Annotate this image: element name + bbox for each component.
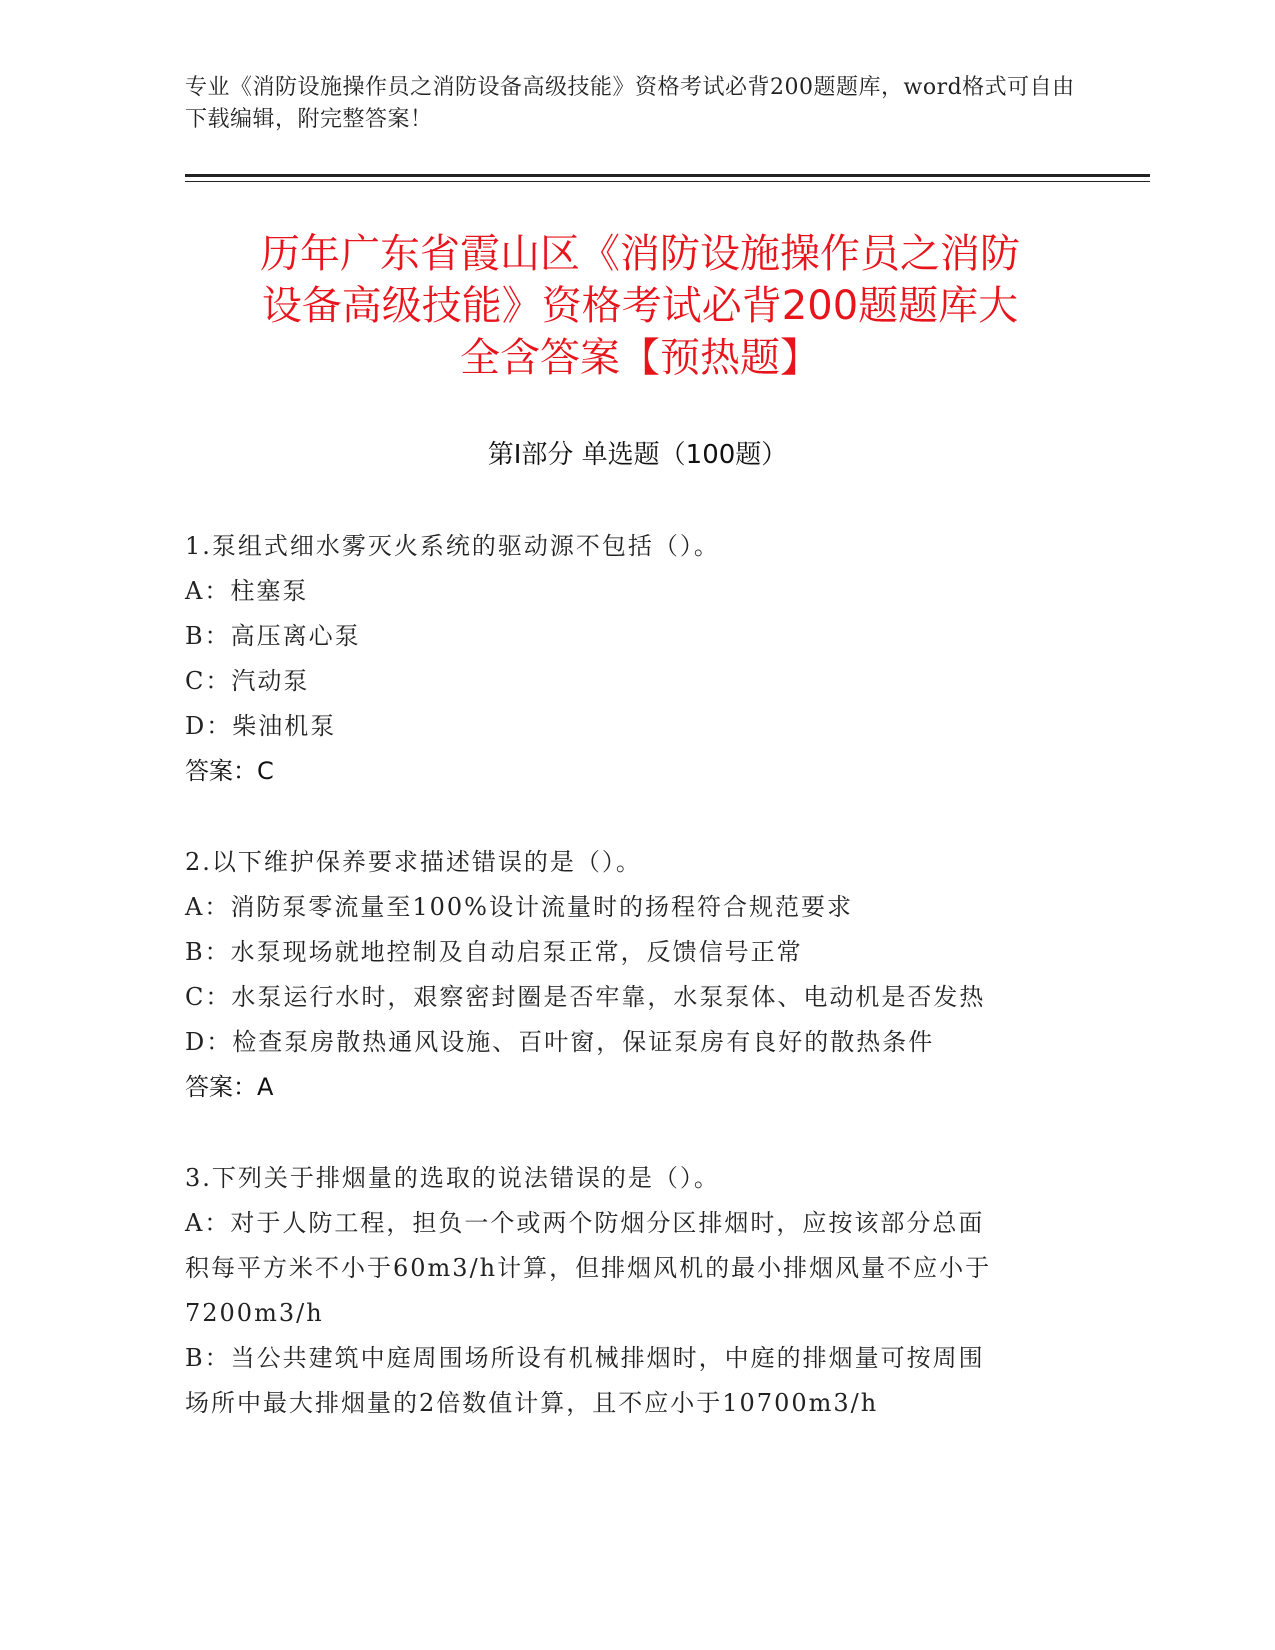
answer: 答案：C bbox=[185, 757, 274, 785]
option-b: B：水泵现场就地控制及自动启泵正常，反馈信号正常 bbox=[185, 938, 803, 966]
title-line: 设备高级技能》资格考试必背200题题库大 bbox=[261, 283, 1019, 329]
answer: 答案：A bbox=[185, 1073, 274, 1101]
option-a-line-2: 积每平方米不小于60m3/h计算，但排烟风机的最小排烟风量不应小于 bbox=[185, 1254, 992, 1282]
option-d: D：检查泵房散热通风设施、百叶窗，保证泵房有良好的散热条件 bbox=[185, 1028, 935, 1056]
option-a-line-3: 7200m3/h bbox=[185, 1299, 324, 1327]
question-stem: 2.以下维护保养要求描述错误的是（）。 bbox=[185, 848, 642, 876]
title-line: 历年广东省霞山区《消防设施操作员之消防 bbox=[260, 231, 1020, 277]
option-a: A：消防泵零流量至100%设计流量时的扬程符合规范要求 bbox=[185, 893, 853, 921]
header-note: 专业《消防设施操作员之消防设备高级技能》资格考试必背200题题库，word格式可自由下载编辑，附完整答案！ bbox=[185, 75, 1075, 132]
section-title: 第Ⅰ部分 单选题（100题） bbox=[487, 440, 788, 470]
question-2 bbox=[185, 840, 1085, 1110]
question-3 bbox=[185, 1156, 1085, 1426]
header-divider-thick bbox=[185, 174, 1150, 177]
question-stem: 1.泵组式细水雾灭火系统的驱动源不包括（）。 bbox=[185, 532, 720, 560]
option-b-line-1: B：当公共建筑中庭周围场所设有机械排烟时，中庭的排烟量可按周围 bbox=[185, 1344, 985, 1372]
header-divider-thin bbox=[185, 181, 1150, 182]
option-a: A：柱塞泵 bbox=[185, 577, 309, 605]
option-a-line-1: A：对于人防工程，担负一个或两个防烟分区排烟时，应按该部分总面 bbox=[185, 1209, 985, 1237]
option-d: D：柴油机泵 bbox=[185, 712, 337, 740]
question-stem: 3.下列关于排烟量的选取的说法错误的是（）。 bbox=[185, 1164, 720, 1192]
document-title bbox=[160, 228, 1120, 384]
option-c: C：水泵运行水时，艰察密封圈是否牢靠，水泵泵体、电动机是否发热 bbox=[185, 983, 986, 1011]
option-b-line-2: 场所中最大排烟量的2倍数值计算，且不应小于10700m3/h bbox=[185, 1389, 879, 1417]
question-1 bbox=[185, 524, 1085, 794]
option-c: C：汽动泵 bbox=[185, 667, 310, 695]
title-line: 全含答案【预热题】 bbox=[460, 335, 820, 381]
option-b: B：高压离心泵 bbox=[185, 622, 361, 650]
